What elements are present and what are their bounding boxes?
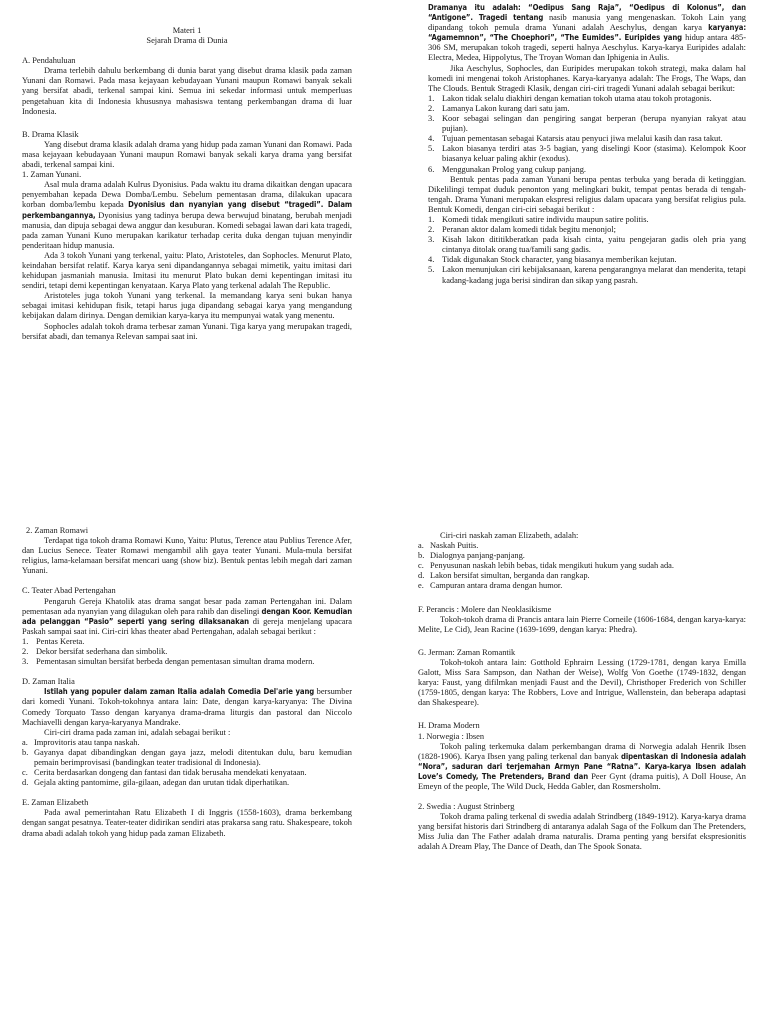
highlighted-text: karyanya: “Agamemnon”, “The Choephori”, “The Eumides”. Euripides yang	[428, 23, 746, 43]
list-marker: a.	[418, 541, 424, 551]
paragraph	[22, 180, 352, 251]
list-marker: b.	[418, 551, 425, 561]
list-marker: 5.	[428, 144, 435, 154]
list-item	[22, 657, 352, 667]
list-item-text: Lakon bersifat simultan, berganda dan rangkap.	[430, 571, 590, 581]
highlighted-text: dipentaskan di Indonesia adalah “Nora”, saduran dari terjemahan Armyn Pane “Ratna”. Karya-karya Ibsen adalah Love’s Comedy, The Pretenders, Brand dan	[418, 751, 746, 781]
paragraph: Yang disebut drama klasik adalah drama yang hidup pada zaman Yunani dan Romawi. Pada masa kejayaan kebudayaan Yunani maupun Romawi banyak sekali karya drama yang bersifat abadi, terkenal sampai kini.	[22, 139, 352, 170]
list-item	[22, 738, 352, 748]
highlighted-text: Dramanya itu adalah: “Oedipus Sang Raja”, “Oedipus di Kolonus”, dan “Antigone”. Tragedi tentang	[428, 3, 746, 23]
subheading-zaman-yunani: 1. Zaman Yunani.	[22, 170, 82, 180]
paragraph: Ciri-ciri naskah zaman Elizabeth, adalah:	[440, 531, 579, 540]
list-item	[22, 637, 352, 647]
paragraph: Ada 3 tokoh Yunani yang terkenal, yaitu: Plato, Aristoteles, dan Sophocles. Menurut Plato, keindahan bersifat relatif. Karya karya seni dipandangannya sebagai mimetik, yaitu imitasi dari kehidupan jasmaniah manusia. Imitasi itu menurut Plato bukan demi kepentingan imitasi itu sendiri, tetapi demi kepentingan kenyataan. Karya Plato yang terkenal adalah The Republic.	[22, 250, 352, 291]
list-item-text: Improvitoris atau tanpa naskah.	[34, 737, 140, 747]
elizabeth-traits-list	[418, 541, 746, 591]
paragraph: Aristoteles juga tokoh Yunani yang terkenal. Ia memandang karya seni bukan hanya sebagai imitasi kehidupan fisik, tetapi harus juga dipandang sebagai karya yang mengandung kebijakan dalam dirinya. Dengan demikian karya-karya itu mempunyai watak yang menentu.	[22, 291, 352, 321]
highlighted-text: Istilah yang populer dalam zaman Italia adalah Comedia Del'arie yang	[44, 687, 315, 697]
paragraph: Terdapat tiga tokoh drama Romawi Kuno, Yaitu: Plutus, Terence atau Publius Terence Afer, dan Lucius Senece. Teater Romawi mengambil alih gaya teater Yunani. Mula-mula bersifat religius, lama-kelamaan bersifat mencari uang (show biz). Bentuk pentas lebih megah dari zaman Yunani.	[22, 536, 352, 576]
list-item	[418, 581, 746, 591]
text: Dyonisius yang tadinya berupa dewa berwujud binatang, berubah menjadi manusia, dan dipuja sebagai dewa anggur dan kesuburan. Komedi sebagai lawan dari kata tragedi, pada zaman Yunani Kuno merupakan karikatur terhadap cerita duka dengan tujuan menyindir penderitaan hidup manusia.	[22, 210, 353, 250]
list-marker: 2.	[428, 103, 435, 113]
paragraph: Tokoh-tokoh antara lain: Gotthold Ephrairn Lessing (1729-1781, dengan karya Emilla Galott, Miss Sara Sampson, dan Nathan der Weise), Wolfg Von Goethe (1749-1832, dengan karya: Faust, yang difilmkan menjadi Faust and the Devil), Christhoper Frederich von Schiller (1759-1805, dengan karya: The Robbers, Love and Intrigue, Wallenstein, dan beberapa adaptasi dan Shakespeare).	[418, 657, 746, 708]
list-item-text: Lakon tidak selalu diakhiri dengan kematian tokoh utama atau tokoh protagonis.	[442, 93, 712, 103]
list-marker: 6.	[428, 164, 435, 174]
paragraph: Sophocles adalah tokoh drama terbesar zaman Yunani. Tiga karya yang merupakan tragedi, bersifat abadi, dan temanya Relevan sampai saat ini.	[22, 321, 352, 341]
paragraph: Bentuk pentas pada zaman Yunani berupa pentas terbuka yang berada di ketinggian. Dikelilingi tempat duduk penonton yang melingkari bukit, tempat pentas berada di tengah-tengah. Drama Yunani merupakan ekspresi religius dalam upacara yang bersifat religius pula. Bentuk Komedi, dengan ciri-ciri sebagai berikut :	[428, 174, 746, 214]
section-heading-jerman: G. Jerman: Zaman Romantik	[418, 647, 516, 657]
list-marker: c.	[22, 768, 28, 778]
subheading-zaman-romawi: 2. Zaman Romawi	[26, 526, 89, 535]
text: Tokoh paling terkemuka dalam perkembangan drama di Norwegia adalah Henrik Ibsen (1828-1906). Karya Ibsen yang paling terkenal dan banyak	[418, 741, 746, 761]
paragraph	[22, 597, 352, 637]
list-item	[428, 235, 746, 255]
text: Asal mula drama adalah Kulrus Dyonisius. Pada waktu itu drama dikaitkan dengan upacara penyembahan kepada Dewa Domba/Lembu. Sebelum pementasan drama, dilakukan upacara korban domba/lembu kepada	[22, 180, 352, 210]
list-marker: b.	[22, 747, 29, 757]
column-bottom-left	[22, 526, 352, 839]
list-item	[428, 215, 746, 225]
list-item	[418, 551, 746, 561]
paragraph	[418, 742, 746, 792]
page-subtitle: Sejarah Drama di Dunia	[146, 36, 228, 46]
section-heading-zaman-italia: D. Zaman Italia	[22, 677, 75, 687]
list-item	[22, 768, 352, 778]
list-item	[428, 144, 746, 164]
list-marker: d.	[22, 778, 29, 788]
list-marker: 4.	[428, 134, 435, 144]
list-marker: 4.	[428, 255, 435, 265]
list-item-text: Dekor bersifat sederhana dan simbolik.	[36, 647, 168, 657]
list-item-text: Dialognya panjang-panjang.	[430, 551, 525, 561]
list-item	[22, 748, 352, 768]
text: bersumber dari komedi Yunani. Tokoh-tokohnya antara lain: Date, dengan karya-karyanya: The Divina Comedy Torquato Tasso dengan karyanya drama-drama liturgis dan pastoral dan Niccolo Machiavelli dengan karya-karyanya Mandrake.	[22, 687, 352, 727]
section-heading-drama-klasik: B. Drama Klasik	[22, 129, 79, 139]
list-marker: a.	[22, 737, 28, 747]
list-item	[428, 255, 746, 265]
list-item	[428, 134, 746, 144]
highlighted-text: Dyonisius dan nyanyian yang disebut “tragedi”. Dalam perkembangannya,	[22, 200, 352, 220]
paragraph: Tokoh drama paling terkenal di swedia adalah Strindberg (1849-1912). Karya-karya drama yang bersifat historis dari Strindberg di antaranya adalah Saga of the Folkum dan The Pretenders, Miss Julia dan The Father adalah drama naturalis. Drama penting yang bersifat ekspresionitis adalah A Dream Play, The Dance of Death, dan The Spook Sonata.	[418, 812, 746, 852]
list-item	[418, 561, 746, 571]
list-item-text: Pementasan simultan bersifat berbeda dengan pementasan simultan drama modern.	[36, 657, 315, 667]
paragraph: Tokoh-tokoh drama di Prancis antara lain Pierre Corneile (1606-1684, dengan karya-karya: Melite, Le Cid), Jean Racine (1639-1699, dengan karya: Phedra).	[418, 614, 746, 634]
list-item	[428, 165, 746, 175]
column-top-right	[428, 3, 746, 286]
text: Pengaruh Gereja Khatolik atas drama sangat besar pada zaman Pertengahan ini. Dalam pementasan ada nyanyian yang dilagukan oleh para rahib dan diselingi	[22, 596, 352, 616]
italian-traits-list	[22, 738, 352, 788]
list-item-text: Tidak digunakan Stock character, yang biasanya memberikan kejutan.	[442, 255, 677, 265]
section-heading-perancis: F. Perancis : Molere dan Neoklasikisme	[418, 604, 552, 614]
list-item	[418, 541, 746, 551]
list-item	[428, 114, 746, 134]
list-item-text: Peranan aktor dalam komedi tidak begitu menonjol;	[442, 225, 616, 235]
text: nasib manusia yang mengenaskan. Tokoh Lain yang dipandang tokoh pemula drama Yunani adalah Aeschylus, dengan karya	[428, 13, 746, 33]
list-marker: e.	[418, 581, 424, 591]
subheading-norwegia: 1. Norwegia : Ibsen	[418, 731, 485, 741]
text: hidup antara 485-306 SM, merupakan tokoh tragedi, seperti halnya Aeschylus. Karya-karya Euripides adalah: Electra, Medea, Hippolytus, The Troyan Woman dan Iphigenia in Aulis.	[428, 33, 747, 63]
list-marker: 3.	[22, 657, 29, 667]
list-marker: 3.	[428, 114, 435, 124]
list-item-text: Tujuan pementasan sebagai Katarsis atau penyuci jiwa melalui kasih dan rasa takut.	[442, 134, 723, 144]
list-item-text: Menggunakan Prolog yang cukup panjang.	[442, 164, 586, 174]
section-heading-drama-modern: H. Drama Modern	[418, 721, 480, 731]
text: di gereja menjelang upacara Paskah sampai saat ini. Ciri-ciri khas theater abad Pertengahan, adalah sebagai berikut :	[22, 616, 353, 636]
column-top-left	[22, 26, 352, 342]
medieval-traits-list	[22, 637, 352, 667]
list-item-text: Penyusunan naskah lebih bebas, tidak mengikuti hukum yang sudah ada.	[430, 561, 674, 571]
list-item-text: Cerita berdasarkan dongeng dan fantasi dan tidak berusaha mendekati kenyataan.	[34, 768, 307, 778]
list-item	[428, 225, 746, 235]
subheading-swedia: 2. Swedia : August Strinberg	[418, 802, 515, 812]
list-item-text: Lamanya Lakon kurang dari satu jam.	[442, 103, 570, 113]
list-marker: 1.	[428, 93, 435, 103]
paragraph: Ciri-ciri drama pada zaman ini, adalah sebagai berikut :	[44, 727, 231, 737]
list-marker: d.	[418, 571, 425, 581]
list-item-text: Pentas Kereta.	[36, 636, 85, 646]
list-marker: 2.	[22, 647, 29, 657]
comedy-traits-list	[428, 215, 746, 286]
paragraph: Jika Aeschylus, Sophocles, dan Euripides merupakan tokoh strategi, maka dalam hal komedi ini mengenai tokoh Aristophanes. Karya-karyanya adalah: The Frogs, The Waps, dan The Clouds. Bentuk Stragedi Klasik, dengan ciri-ciri tragedi Yunani adalah sebagai berikut:	[428, 63, 746, 93]
list-marker: 2.	[428, 225, 435, 235]
list-marker: 5.	[428, 265, 435, 275]
list-marker: 3.	[428, 235, 435, 245]
list-item-text: Gayanya dapat dibandingkan dengan gaya jazz, melodi ditentukan dulu, baru kemudian pemain berimprovisasi (bandingkan teater tradisional di Indonesia).	[34, 747, 352, 767]
paragraph: Drama terlebih dahulu berkembang di dunia barat yang disebut drama klasik pada zaman Yunani dan Romawi. Pada masa kejayaan kebudayaan Yunani maupun Romawi banyak sekali yang bersifat abadi, terkenal sampai kini. Semua ini sekedar informasi untuk memperluas pengetahuan kita di Indonesia khususnya mahasiswa tentang perkembangan drama di luar Indonesia.	[22, 66, 352, 116]
page-title: Materi 1	[172, 26, 202, 35]
section-heading-zaman-elizabeth: E. Zaman Elizabeth	[22, 798, 89, 808]
list-item-text: Komedi tidak mengikuti satire individu maupun satire politis.	[442, 214, 649, 224]
tragedy-traits-list	[428, 94, 746, 175]
list-marker: 1.	[428, 214, 435, 224]
list-item	[22, 778, 352, 788]
section-heading-pendahuluan: A. Pendahuluan	[22, 56, 76, 66]
list-item	[22, 647, 352, 657]
highlighted-text: dengan Koor. Kemudian ada pelanggan “Pasio” seperti yang sering dilaksanakan	[22, 606, 353, 626]
list-item	[428, 265, 746, 285]
text: Peer Gynt (drama puitis), A Doll House, An Emeyn of the people, The Wild Duck, Hedda Gabler, dan Rosmersholm.	[418, 771, 746, 791]
list-item-text: Naskah Puitis.	[430, 541, 479, 551]
list-item	[428, 94, 746, 104]
paragraph	[22, 687, 352, 727]
list-item-text: Gejala akting pantomime, gila-gilaan, adegan dan urutan tidak diperhatikan.	[34, 778, 290, 788]
list-item-text: Lakon biasanya terdiri atas 3-5 bagian, yang diselingi Koor (stasima). Kelompok Koor biasanya keluar paling akhir (exodus).	[442, 144, 746, 164]
list-item-text: Lakon menunjukan ciri kebijaksanaan, karena pengarangnya melarat dan menderita, tetapi kadang-kadang juga berisi sindiran dan sikap yang pasrah.	[442, 265, 746, 285]
list-marker: c.	[418, 561, 424, 571]
list-item-text: Koor sebagai selingan dan pengiring sangat berperan (berupa nyanyian rakyat atau pujian).	[442, 114, 746, 134]
list-item	[418, 571, 746, 581]
paragraph	[428, 3, 746, 64]
paragraph: Pada awal pemerintahan Ratu Elizabeth I di Inggris (1558-1603), drama berkembang dengan sangat pesatnya. Teater-teater didirikan sendiri atas prakarsa sang ratu. Shakespeare, tokoh drama abadi adalah tokoh yang hidup pada zaman Elizabeth.	[22, 808, 352, 838]
section-heading-abad-pertengahan: C. Teater Abad Pertengahan	[22, 586, 116, 596]
list-item-text: Campuran antara drama dengan humor.	[430, 581, 563, 591]
list-item	[428, 104, 746, 114]
list-item-text: Kisah lakon dititikberatkan pada kisah cinta, yaitu pengejaran gadis oleh pria yang cintanya ditolak orang tua/famili sang gadis.	[442, 235, 746, 255]
column-bottom-right	[418, 531, 746, 853]
list-marker: 1.	[22, 636, 29, 646]
